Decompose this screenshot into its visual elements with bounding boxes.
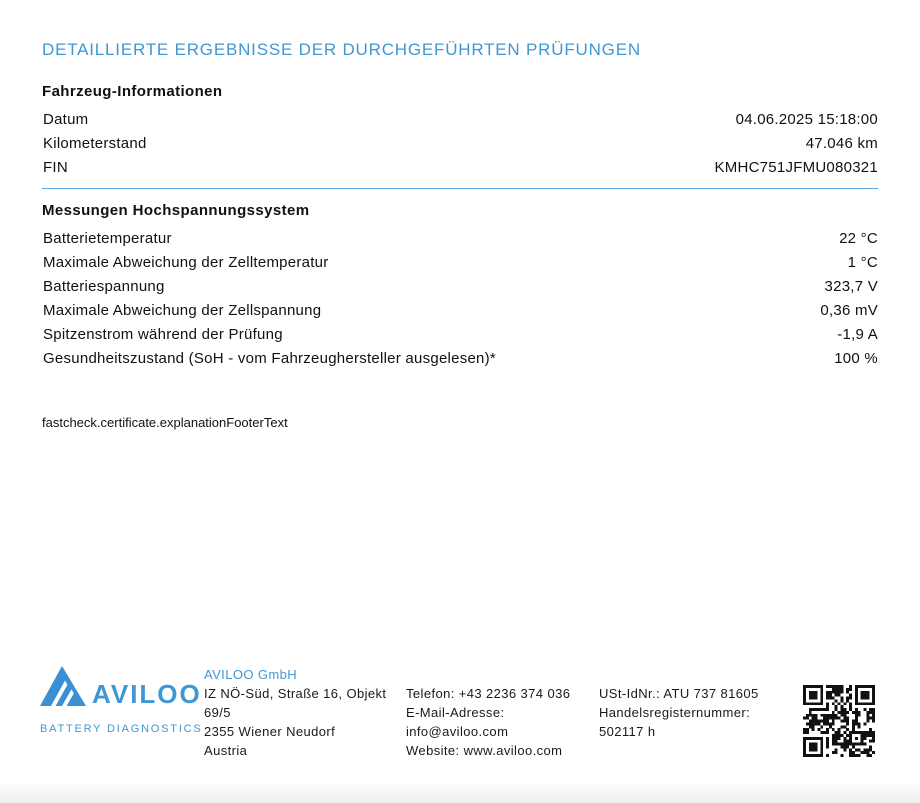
row-value: 22 °C: [839, 230, 878, 247]
row-label: Gesundheitszustand (SoH - vom Fahrzeughersteller ausgelesen)*: [43, 350, 496, 367]
row-cell-voltage-deviation: [42, 299, 878, 323]
vat-label: USt-IdNr.:: [599, 686, 661, 701]
row-vin: [42, 156, 878, 180]
row-label: Spitzenstrom während der Prüfung: [43, 326, 283, 343]
website-link[interactable]: www.aviloo.com: [463, 743, 563, 758]
phone-label: Telefon:: [406, 686, 455, 701]
row-value: 100 %: [834, 350, 878, 367]
row-label: FIN: [43, 159, 68, 176]
row-label: Batterietemperatur: [43, 230, 172, 247]
website-label: Website:: [406, 743, 460, 758]
vat-id: [599, 684, 779, 703]
contact-website: [406, 741, 591, 760]
company-street: IZ NÖ-Süd, Straße 16, Objekt 69/5: [204, 686, 387, 720]
explanation-footer-text: fastcheck.certificate.explanationFooterText: [42, 415, 288, 430]
company-country: Austria: [204, 743, 248, 758]
row-date: [42, 108, 878, 132]
vat-value: ATU 737 81605: [663, 686, 759, 701]
row-label: Datum: [43, 111, 89, 128]
page-bottom-edge: [0, 785, 920, 803]
register-label: Handelsregisternummer:: [599, 705, 751, 720]
contact-block: [406, 684, 591, 760]
logo-wordmark: AVILOO: [92, 679, 202, 709]
vehicle-info-table: [42, 108, 878, 180]
row-label: Kilometerstand: [43, 135, 147, 152]
logo-tagline: BATTERY DIAGNOSTICS: [40, 723, 203, 735]
row-peak-current: [42, 323, 878, 347]
contact-email: [406, 703, 591, 741]
legal-block: [599, 684, 779, 741]
register-value: 502117 h: [599, 724, 656, 739]
section-divider: [42, 188, 878, 189]
row-battery-temperature: [42, 227, 878, 251]
row-value: 47.046 km: [805, 135, 878, 152]
row-label: Maximale Abweichung der Zellspannung: [43, 302, 322, 319]
commercial-register: [599, 703, 779, 741]
row-value: 0,36 mV: [820, 302, 878, 319]
row-value: KMHC751JFMU080321: [714, 159, 878, 176]
row-state-of-health: [42, 347, 878, 371]
company-address-block: [204, 665, 400, 760]
company-city: 2355 Wiener Neudorf: [204, 724, 336, 739]
row-cell-temperature-deviation: [42, 251, 878, 275]
row-label: Maximale Abweichung der Zelltemperatur: [43, 254, 329, 271]
section-heading-vehicle-info: Fahrzeug-Informationen: [42, 83, 223, 100]
page-title: DETAILLIERTE ERGEBNISSE DER DURCHGEFÜHRTEN PRÜFUNGEN: [42, 40, 641, 59]
row-label: Batteriespannung: [43, 278, 165, 295]
row-mileage: [42, 132, 878, 156]
contact-phone: [406, 684, 591, 703]
row-value: 323,7 V: [824, 278, 878, 295]
row-value: 1 °C: [847, 254, 878, 271]
phone-value: +43 2236 374 036: [458, 686, 571, 701]
aviloo-logo-icon: [40, 666, 86, 706]
row-value: 04.06.2025 15:18:00: [735, 111, 878, 128]
email-label: E-Mail-Adresse:: [406, 705, 505, 720]
row-battery-voltage: [42, 275, 878, 299]
hv-measurements-table: [42, 227, 878, 371]
row-value: -1,9 A: [837, 326, 878, 343]
section-heading-hv-measurements: Messungen Hochspannungssystem: [42, 202, 310, 219]
company-name: AVILOO GmbH: [204, 667, 298, 682]
qr-code-icon: [803, 685, 875, 757]
email-link[interactable]: info@aviloo.com: [406, 724, 509, 739]
